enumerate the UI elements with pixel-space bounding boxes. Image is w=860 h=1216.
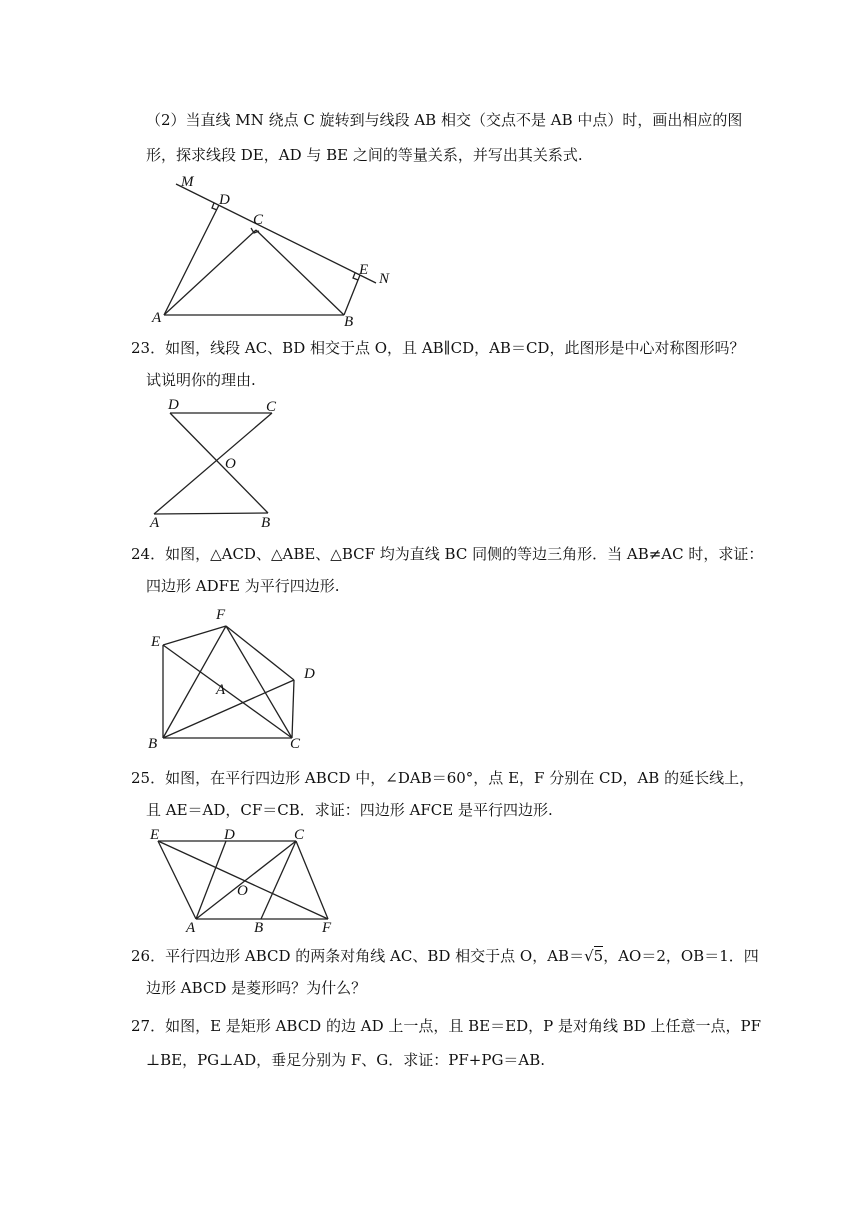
segment-ab (154, 513, 268, 514)
segment-fd (226, 626, 294, 680)
label-b: B (261, 515, 271, 531)
q22-part2-text-line2: 形，探求线段 DE，AD 与 BE 之间的等量关系，并写出其关系式. (146, 146, 583, 164)
segment-cf (226, 626, 292, 738)
segment-ad (164, 205, 219, 315)
label-b: B (254, 920, 264, 936)
label-o: O (237, 883, 248, 899)
label-b: B (148, 736, 158, 752)
label-c: C (266, 399, 277, 415)
label-n: N (379, 271, 390, 287)
q25-figure (146, 826, 342, 936)
label-c: C (253, 212, 264, 228)
label-a: A (186, 920, 196, 936)
segment-cb (261, 841, 296, 919)
label-d: D (168, 397, 179, 413)
q27-text-line2: ⊥BE，PG⊥AD，垂足分别为 F、G．求证：PF+PG＝AB. (146, 1051, 546, 1069)
q23-text-line1: 23．如图，线段 AC、BD 相交于点 O，且 AB∥CD，AB＝CD，此图形是中心对称图形吗？ (131, 339, 745, 357)
q27-text-line1: 27．如图，E 是矩形 ABCD 的边 AD 上一点，且 BE＝ED，P 是对角线 BD 上任意一点，PF (131, 1017, 762, 1035)
label-b: B (344, 314, 354, 330)
label-f: F (216, 607, 226, 623)
label-d: D (304, 666, 315, 682)
label-o: O (225, 456, 236, 472)
segment-ac (164, 230, 256, 315)
label-f: F (322, 920, 332, 936)
q26-text-line1 (131, 946, 759, 966)
q26-text-post: ，AO＝2，OB＝1．四 (603, 947, 759, 965)
q26-text-line2: 边形 ABCD 是菱形吗？为什么？ (146, 979, 367, 997)
q24-text-line1: 24．如图，△ACD、△ABE、△BCF 均为直线 BC 同侧的等边三角形．当 AB≠AC 时，求证： (131, 545, 764, 563)
segment-cf (296, 841, 328, 919)
q25-text-line2: 且 AE＝AD，CF＝CB．求证：四边形 AFCE 是平行四边形. (146, 801, 553, 819)
label-a: A (152, 310, 162, 326)
line-mn (176, 184, 376, 283)
q23-text-line2: 试说明你的理由. (146, 371, 256, 389)
label-a: A (216, 682, 226, 698)
q22-figure (148, 170, 398, 330)
label-e: E (150, 827, 160, 843)
segment-db (170, 413, 268, 513)
label-d: D (224, 827, 235, 843)
q25-text-line1: 25．如图，在平行四边形 ABCD 中，∠DAB＝60°，点 E，F 分别在 CD，AB 的延长线上， (131, 769, 755, 787)
segment-ef (158, 841, 328, 919)
segment-ea (158, 841, 196, 919)
q22-part2-text-line1: （2）当直线 MN 绕点 C 旋转到与线段 AB 相交（交点不是 AB 中点）时，画出相应的图 (146, 111, 743, 129)
segment-bc (256, 230, 344, 315)
q24-text-line2: 四边形 ADFE 为平行四边形. (146, 577, 340, 595)
label-m: M (181, 174, 194, 190)
q26-text-pre: 26．平行四边形 ABCD 的两条对角线 AC、BD 相交于点 O，AB＝ (131, 947, 585, 965)
q23-figure (146, 396, 286, 532)
label-e: E (359, 262, 369, 278)
label-c: C (294, 827, 305, 843)
label-a: A (150, 515, 160, 531)
segment-dc (292, 680, 294, 738)
sqrt-symbol: √5 (584, 947, 604, 965)
segment-ec (163, 645, 292, 738)
sqrt-value: 5 (593, 947, 604, 965)
segment-be (344, 275, 360, 315)
q24-figure (144, 604, 324, 752)
label-e: E (151, 634, 161, 650)
label-c: C (290, 736, 301, 752)
label-d: D (219, 192, 230, 208)
